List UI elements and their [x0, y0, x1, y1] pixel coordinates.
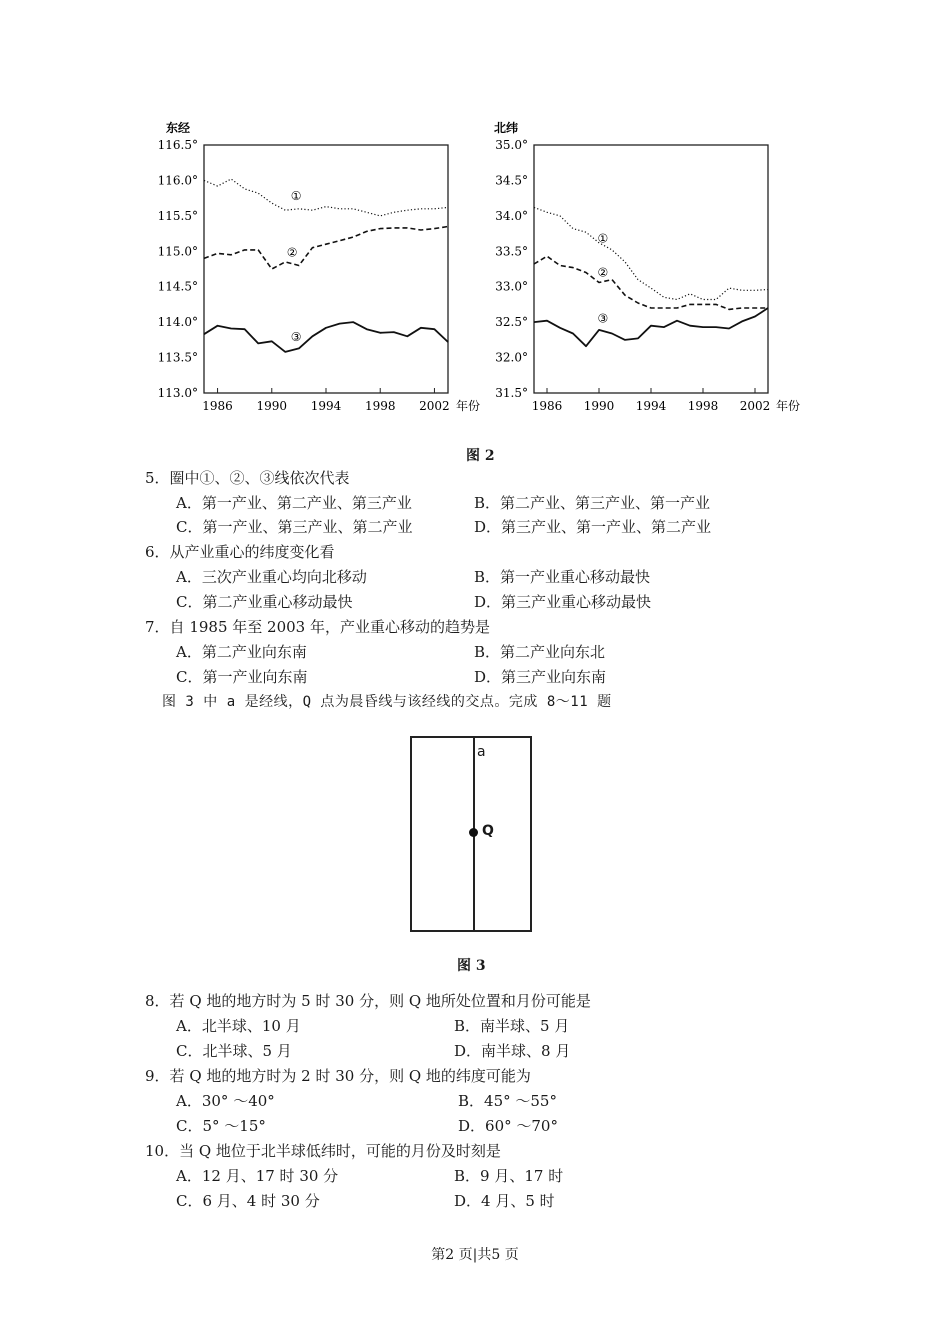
q5-option-b[interactable]: B．第二产业、第三产业、第一产业: [474, 494, 711, 512]
question-10: [145, 1140, 501, 1161]
y-tick-label: 35.0°: [495, 138, 528, 152]
y-tick-label: 113.0°: [157, 386, 198, 400]
x-tick-label: 1998: [364, 399, 396, 413]
x-tick-label: 1990: [256, 399, 288, 413]
y-tick-label: 115.0°: [157, 244, 198, 259]
series-label-1: ①: [597, 231, 609, 246]
point-q-marker: [469, 828, 478, 837]
q5-option-d[interactable]: D．第三产业、第一产业、第二产业: [474, 518, 712, 536]
question-text: 若 Q 地的地方时为 5 时 30 分，则 Q 地所处位置和月份可能是: [169, 992, 591, 1010]
question-5: [145, 467, 350, 488]
q10-option-d[interactable]: D．4 月、5 时: [454, 1192, 555, 1210]
plot-frame: [534, 145, 768, 393]
q7-option-c[interactable]: C．第一产业向东南: [176, 668, 308, 686]
series-line-1: [534, 207, 768, 299]
series-line-3: [534, 308, 768, 346]
q6-option-b[interactable]: B．第一产业重心移动最快: [474, 568, 651, 586]
y-tick-label: 32.5°: [495, 315, 528, 330]
y-axis-label: 东经: [166, 121, 191, 135]
x-tick-label: 1998: [687, 399, 719, 413]
question-6: [145, 541, 335, 562]
series-line-2: [534, 256, 768, 309]
longitude-chart: [150, 112, 480, 417]
y-tick-label: 116.5°: [157, 138, 198, 152]
latitude-chart: [480, 112, 810, 417]
longitude-chart-svg: [150, 112, 480, 417]
q7-option-b[interactable]: B．第二产业向东北: [474, 643, 606, 661]
question-text: 当 Q 地位于北半球低纬时，可能的月份及时刻是: [179, 1142, 501, 1160]
meridian-label: a: [477, 744, 486, 760]
question-text: 从产业重心的纬度变化看: [169, 543, 335, 561]
x-tick-label: 1994: [310, 399, 342, 413]
q7-option-a[interactable]: A．第二产业向东南: [176, 643, 307, 661]
y-tick-label: 31.5°: [495, 386, 528, 400]
question-number: 5．: [145, 469, 170, 487]
y-tick-label: 32.0°: [495, 350, 528, 365]
y-tick-label: 113.5°: [157, 350, 198, 365]
series-line-2: [204, 227, 448, 270]
question-number: 9．: [145, 1067, 170, 1085]
question-text: 若 Q 地的地方时为 2 时 30 分，则 Q 地的纬度可能为: [169, 1067, 531, 1085]
q6-option-a[interactable]: A．三次产业重心均向北移动: [176, 568, 367, 586]
question-text: 圈中①、②、③线依次代表: [169, 469, 350, 487]
series-label-2: ②: [597, 265, 609, 280]
point-q-label: Q: [482, 823, 494, 839]
figure-3-caption: 图 3: [457, 958, 486, 974]
q8-option-c[interactable]: C．北半球、5 月: [176, 1042, 292, 1060]
q8-option-b[interactable]: B．南半球、5 月: [454, 1017, 570, 1035]
series-line-1: [204, 179, 448, 216]
y-tick-label: 33.0°: [495, 279, 528, 294]
latitude-chart-svg: [480, 112, 810, 417]
q9-option-c[interactable]: C．5° ～15°: [176, 1117, 266, 1135]
question-text: 自 1985 年至 2003 年，产业重心移动的趋势是: [169, 618, 490, 636]
x-tick-label: 1986: [531, 399, 563, 413]
question-number: 10．: [145, 1142, 180, 1160]
q6-option-d[interactable]: D．第三产业重心移动最快: [474, 593, 652, 611]
x-axis-label: 年份: [456, 399, 480, 413]
x-tick-label: 2002: [419, 399, 450, 413]
q10-option-c[interactable]: C．6 月、4 时 30 分: [176, 1192, 320, 1210]
q5-option-a[interactable]: A．第一产业、第二产业、第三产业: [176, 494, 412, 512]
question-number: 7．: [145, 618, 170, 636]
question-7: [145, 616, 490, 637]
y-tick-label: 34.5°: [495, 173, 528, 188]
question-number: 8．: [145, 992, 170, 1010]
series-label-1: ①: [290, 189, 302, 204]
q10-option-a[interactable]: A．12 月、17 时 30 分: [176, 1167, 339, 1185]
y-axis-label: 北纬: [494, 121, 519, 135]
y-tick-label: 114.0°: [157, 315, 198, 330]
series-label-3: ③: [290, 330, 302, 345]
y-tick-label: 114.5°: [157, 279, 198, 294]
q9-option-a[interactable]: A．30° ～40°: [176, 1092, 275, 1110]
y-tick-label: 116.0°: [157, 173, 198, 188]
question-9: [145, 1065, 531, 1086]
q10-option-b[interactable]: B．9 月、17 时: [454, 1167, 564, 1185]
y-tick-label: 115.5°: [157, 208, 198, 223]
series-line-3: [204, 322, 448, 352]
q9-option-d[interactable]: D．60° ～70°: [458, 1117, 558, 1135]
question-number: 6．: [145, 543, 170, 561]
plot-frame: [204, 145, 448, 393]
figure-3-intro: 图 3 中 a 是经线，Q 点为晨昏线与该经线的交点。完成 8～11 题: [162, 694, 612, 710]
q8-option-d[interactable]: D．南半球、8 月: [454, 1042, 571, 1060]
figure-2-caption: 图 2: [466, 448, 495, 464]
x-tick-label: 2002: [739, 399, 771, 413]
q8-option-a[interactable]: A．北半球、10 月: [176, 1017, 301, 1035]
q6-option-c[interactable]: C．第二产业重心移动最快: [176, 593, 353, 611]
y-tick-label: 34.0°: [495, 208, 528, 223]
q5-option-c[interactable]: C．第一产业、第三产业、第二产业: [176, 518, 413, 536]
y-tick-label: 33.5°: [495, 244, 528, 259]
page-footer: 第2 页|共5 页: [431, 1247, 519, 1263]
x-tick-label: 1990: [583, 399, 615, 413]
q9-option-b[interactable]: B．45° ～55°: [458, 1092, 557, 1110]
x-tick-label: 1986: [202, 399, 233, 413]
q7-option-d[interactable]: D．第三产业向东南: [474, 668, 607, 686]
series-label-2: ②: [286, 245, 298, 260]
question-8: [145, 990, 591, 1011]
series-label-3: ③: [597, 311, 609, 326]
x-tick-label: 1994: [635, 399, 667, 413]
figure-3-diagram: [410, 736, 532, 932]
x-axis-label: 年份: [776, 399, 801, 413]
